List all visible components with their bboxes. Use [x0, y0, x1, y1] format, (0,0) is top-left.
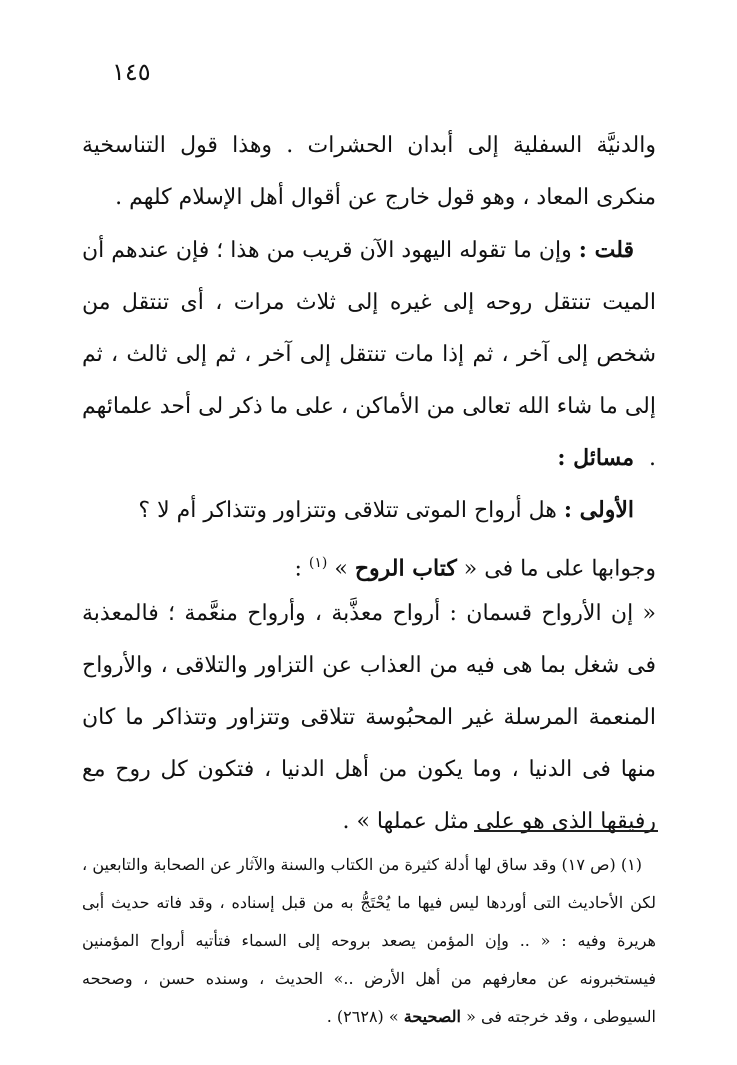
answer-intro-line [82, 537, 656, 595]
book-title: كتاب الروح [354, 555, 457, 582]
section-heading: مسائل : [557, 445, 634, 471]
answer-intro-pre: وجوابها على ما فى « [456, 556, 656, 582]
footnote-text-b: » (٢٦٢٨) . [326, 1007, 404, 1026]
footnote-text-a: (١) (ص ١٧) وقد ساق لها أدلة كثيرة من الكتاب والسنة والآثار عن الصحابة والتابعين ، لكن الأحاديث التى أوردها ليس فيها ما يُحْتَجُّ به من قبل إسناده ، وقد فاته حديث أبى هريرة وفيه : « .. وإن المؤمن يصعد بروحه إلى السماء فتأتيه أرواح المؤمنين فيستخبرونه عن معارفهم من أهل الأرض ..» الحديث ، وسنده حسن ، وصححه السيوطى ، وقد خرجته فى « [82, 855, 656, 1026]
answer-intro-post: » [327, 556, 355, 582]
answer-intro-colon: : [294, 556, 309, 582]
footnote-reference: (١) [308, 555, 328, 571]
paragraph-quote: « إن الأرواح قسمان : أرواح معذَّبة ، وأرواح منعَّمة ؛ فالمعذبة فى شغل بما هى فيه من العذاب عن التزاور والتلاقى ، والأرواح المنعمة المرسلة غير المحبُوسة تتلاقى وتتزاور وتتذاكر ما كان منها فى الدنيا ، وما يكون من أهل الدنيا ، فتكون كل روح مع رفيقها الذى هو على مثل عملها » . [82, 601, 656, 834]
question-line [82, 484, 656, 537]
footnote-separator [474, 830, 658, 832]
paragraph-2-text: وإن ما تقوله اليهود الآن قريب من هذا ؛ فإن عندهم أن الميت تنتقل روحه إلى غيره إلى ثلاث مرات ، أى تنتقل من شخص إلى آخر ، ثم إذا مات تنتقل إلى آخر ، ثم إلى ثالث ، ثم إلى ما شاء الله تعالى من الأماكن ، على ما ذكر لى أحد علمائهم . [82, 238, 656, 471]
question-lead: الأولى : [563, 497, 634, 523]
footnote [82, 846, 656, 1036]
footnote-book-title: الصحيحة [403, 1007, 461, 1026]
page-number: ١٤٥ [112, 58, 151, 86]
question-text: هل أرواح الموتى تتلاقى وتتزاور وتتذاكر أم لا ؟ [138, 498, 564, 523]
paragraph-1: والدنيَّة السفلية إلى أبدان الحشرات . وهذا قول التناسخية منكرى المعاد ، وهو قول خارج عن أقوال أهل الإسلام كلهم . [82, 133, 656, 210]
paragraph-2-lead: قلت : [578, 237, 634, 263]
question-block [82, 484, 656, 595]
